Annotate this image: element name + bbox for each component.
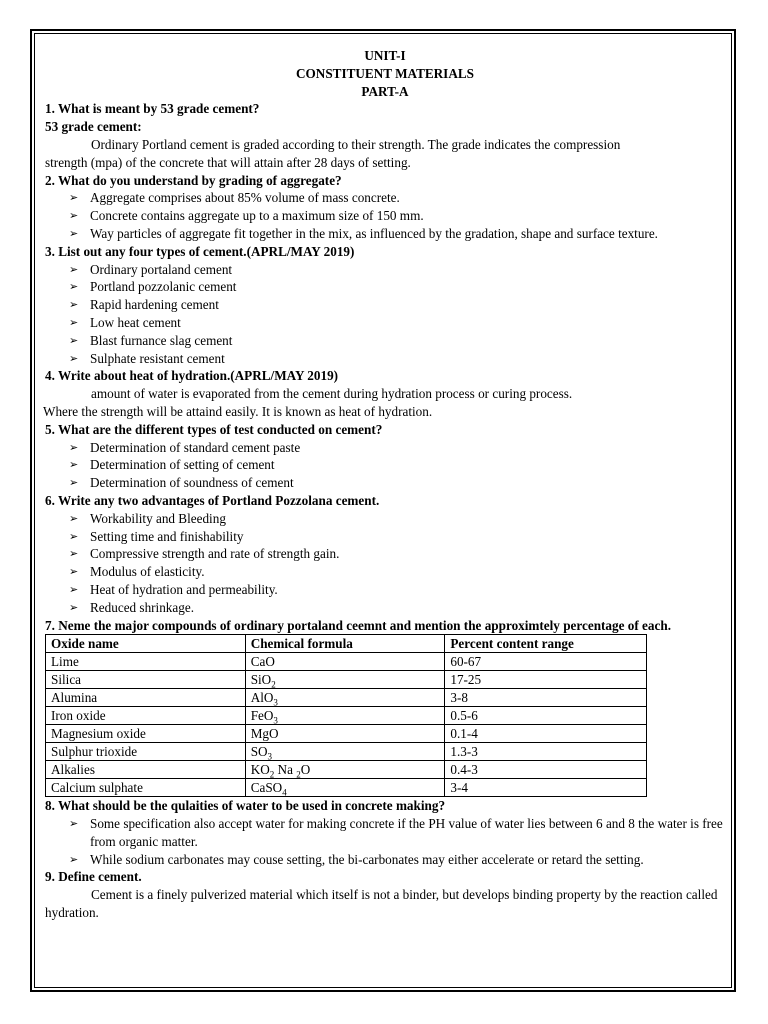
arrow-bullet-icon: ➢ [69, 600, 79, 614]
question-5-title: 5. What are the different types of test conducted on cement? [45, 421, 383, 437]
oxide-composition-table [45, 634, 647, 797]
question-3 [45, 243, 725, 368]
list-item: ➢ Modulus of elasticity. [69, 564, 205, 580]
arrow-bullet-icon: ➢ [69, 440, 79, 454]
question-8-list [45, 815, 725, 868]
percent-range-cell: 3-4 [445, 779, 647, 797]
table-header-row [46, 635, 647, 653]
oxide-name-cell: Lime [46, 653, 246, 671]
question-6-list [45, 510, 725, 617]
arrow-bullet-icon: ➢ [69, 280, 79, 294]
chemical-formula-cell: MgO [245, 725, 445, 743]
table-row [46, 743, 647, 761]
unit-heading: UNIT-I [364, 48, 406, 63]
table-row [46, 779, 647, 797]
question-1 [45, 100, 725, 171]
percent-range-cell: 0.4-3 [445, 761, 647, 779]
question-2 [45, 172, 725, 243]
question-4-answer-line1: amount of water is evaporated from the cement during hydration process or curing process. [91, 386, 573, 402]
percent-range-cell: 3-8 [445, 689, 647, 707]
percent-range-cell: 0.1-4 [445, 725, 647, 743]
question-4-answer-line2: Where the strength will be attaind easily. It is known as heat of hydration. [43, 403, 433, 419]
question-8 [45, 797, 725, 868]
arrow-bullet-icon: ➢ [69, 565, 79, 579]
list-item: ➢ Heat of hydration and permeability. [69, 581, 278, 597]
percent-range-cell: 1.3-3 [445, 743, 647, 761]
column-header-percent-range: Percent content range [445, 635, 647, 653]
arrow-bullet-icon: ➢ [69, 298, 79, 312]
arrow-bullet-icon: ➢ [69, 209, 79, 223]
arrow-bullet-icon: ➢ [69, 262, 79, 276]
chemical-formula-cell: CaSO$_4$ [245, 779, 445, 797]
list-item: ➢ Setting time and finishability [69, 528, 244, 544]
chemical-formula-cell: AlO$_3$ [245, 689, 445, 707]
list-item: ➢ Concrete contains aggregate up to a maximum size of 150 mm. [69, 208, 424, 224]
arrow-bullet-icon: ➢ [69, 315, 79, 329]
question-1-title: 1. What is meant by 53 grade cement? [45, 101, 260, 117]
arrow-bullet-icon: ➢ [69, 529, 79, 543]
percent-range-cell: 60-67 [445, 653, 647, 671]
question-7 [45, 617, 725, 798]
oxide-name-cell: Calcium sulphate [46, 779, 246, 797]
list-item: ➢ Compressive strength and rate of strength gain. [69, 546, 340, 562]
table-body [46, 653, 647, 797]
question-4 [45, 367, 725, 420]
list-item: ➢ Determination of setting of cement [69, 457, 275, 473]
column-header-oxide-name: Oxide name [46, 635, 246, 653]
list-item: ➢ Determination of standard cement paste [69, 439, 301, 455]
percent-range-cell: 17-25 [445, 671, 647, 689]
question-1-subheading: 53 grade cement: [45, 119, 142, 135]
chemical-formula-cell: SiO$_2$ [245, 671, 445, 689]
arrow-bullet-icon: ➢ [69, 476, 79, 490]
question-3-title: 3. List out any four types of cement.(APRL/MAY 2019) [45, 243, 355, 259]
unit-title: CONSTITUENT MATERIALS [296, 65, 474, 81]
list-item: ➢ Determination of soundness of cement [69, 475, 294, 491]
arrow-bullet-icon: ➢ [69, 511, 79, 525]
arrow-bullet-icon: ➢ [69, 351, 79, 365]
question-6 [45, 492, 725, 617]
question-9-title: 9. Define cement. [45, 869, 142, 885]
column-header-chemical-formula: Chemical formula [245, 635, 445, 653]
part-heading: PART-A [361, 83, 409, 99]
percent-range-cell: 0.5-6 [445, 707, 647, 725]
oxide-name-cell: Alkalies [46, 761, 246, 779]
list-item: ➢ While sodium carbonates may couse setting, the bi-carbonates may either accelerate or retard the setting. [69, 851, 644, 867]
question-5 [45, 421, 725, 492]
question-7-title: 7. Neme the major compounds of ordinary portaland ceemnt and mention the approximtely percentage of each. [45, 617, 671, 633]
chemical-formula-cell: $KO_2$ Na $_2$O [245, 761, 445, 779]
question-8-title: 8. What should be the qulaities of water to be used in concrete making? [45, 798, 446, 814]
oxide-name-cell: Iron oxide [46, 707, 246, 725]
list-item: ➢ Reduced shrinkage. [69, 599, 194, 615]
question-9 [45, 868, 725, 921]
question-2-title: 2. What do you understand by grading of aggregate? [45, 172, 342, 188]
table-row [46, 689, 647, 707]
list-item: ➢ Sulphate resistant cement [69, 350, 225, 366]
list-item: ➢ Aggregate comprises about 85% volume of mass concrete. [69, 190, 400, 206]
list-item: ➢ Rapid hardening cement [69, 297, 219, 313]
question-5-list [45, 439, 725, 492]
table-row [46, 707, 647, 725]
arrow-bullet-icon: ➢ [69, 458, 79, 472]
question-2-list [45, 189, 725, 242]
question-9-answer: Cement is a finely pulverized material which itself is not a binder, but develops binding property by the reaction called hydration. [45, 887, 718, 921]
list-item: ➢ Portland pozzolanic cement [69, 279, 237, 295]
oxide-name-cell: Sulphur trioxide [46, 743, 246, 761]
question-3-list [45, 261, 725, 368]
oxide-name-cell: Silica [46, 671, 246, 689]
oxide-name-cell: Alumina [46, 689, 246, 707]
arrow-bullet-icon: ➢ [69, 852, 79, 866]
arrow-bullet-icon: ➢ [69, 547, 79, 561]
question-1-answer-line2: strength (mpa) of the concrete that will attain after 28 days of setting. [45, 154, 411, 170]
arrow-bullet-icon: ➢ [69, 582, 79, 596]
question-4-title: 4. Write about heat of hydration.(APRL/MAY 2019) [45, 368, 339, 384]
arrow-bullet-icon: ➢ [69, 226, 79, 240]
chemical-formula-cell: CaO [245, 653, 445, 671]
arrow-bullet-icon: ➢ [69, 191, 79, 205]
table-row [46, 725, 647, 743]
table-row [46, 671, 647, 689]
list-item: ➢ Ordinary portaland cement [69, 261, 233, 277]
list-item: ➢ Blast furnance slag cement [69, 332, 233, 348]
question-6-title: 6. Write any two advantages of Portland Pozzolana cement. [45, 492, 380, 508]
list-item: ➢ Some specification also accept water for making concrete if the PH value of water lies between 6 and 8 the water is free from organic matter. [69, 816, 723, 849]
arrow-bullet-icon: ➢ [69, 333, 79, 347]
chemical-formula-cell: $SO_3$ [245, 743, 445, 761]
question-1-answer-line1: Ordinary Portland cement is graded according to their strength. The grade indicates the compression [91, 136, 621, 152]
table-row [46, 761, 647, 779]
chemical-formula-cell: FeO$_3$ [245, 707, 445, 725]
oxide-name-cell: Magnesium oxide [46, 725, 246, 743]
list-item: ➢ Low heat cement [69, 314, 181, 330]
document-body [45, 47, 725, 922]
list-item: ➢ Workability and Bleeding [69, 510, 226, 526]
list-item: ➢ Way particles of aggregate fit together in the mix, as influenced by the gradation, shape and surface texture. [69, 225, 658, 241]
table-row [46, 653, 647, 671]
arrow-bullet-icon: ➢ [69, 817, 79, 831]
